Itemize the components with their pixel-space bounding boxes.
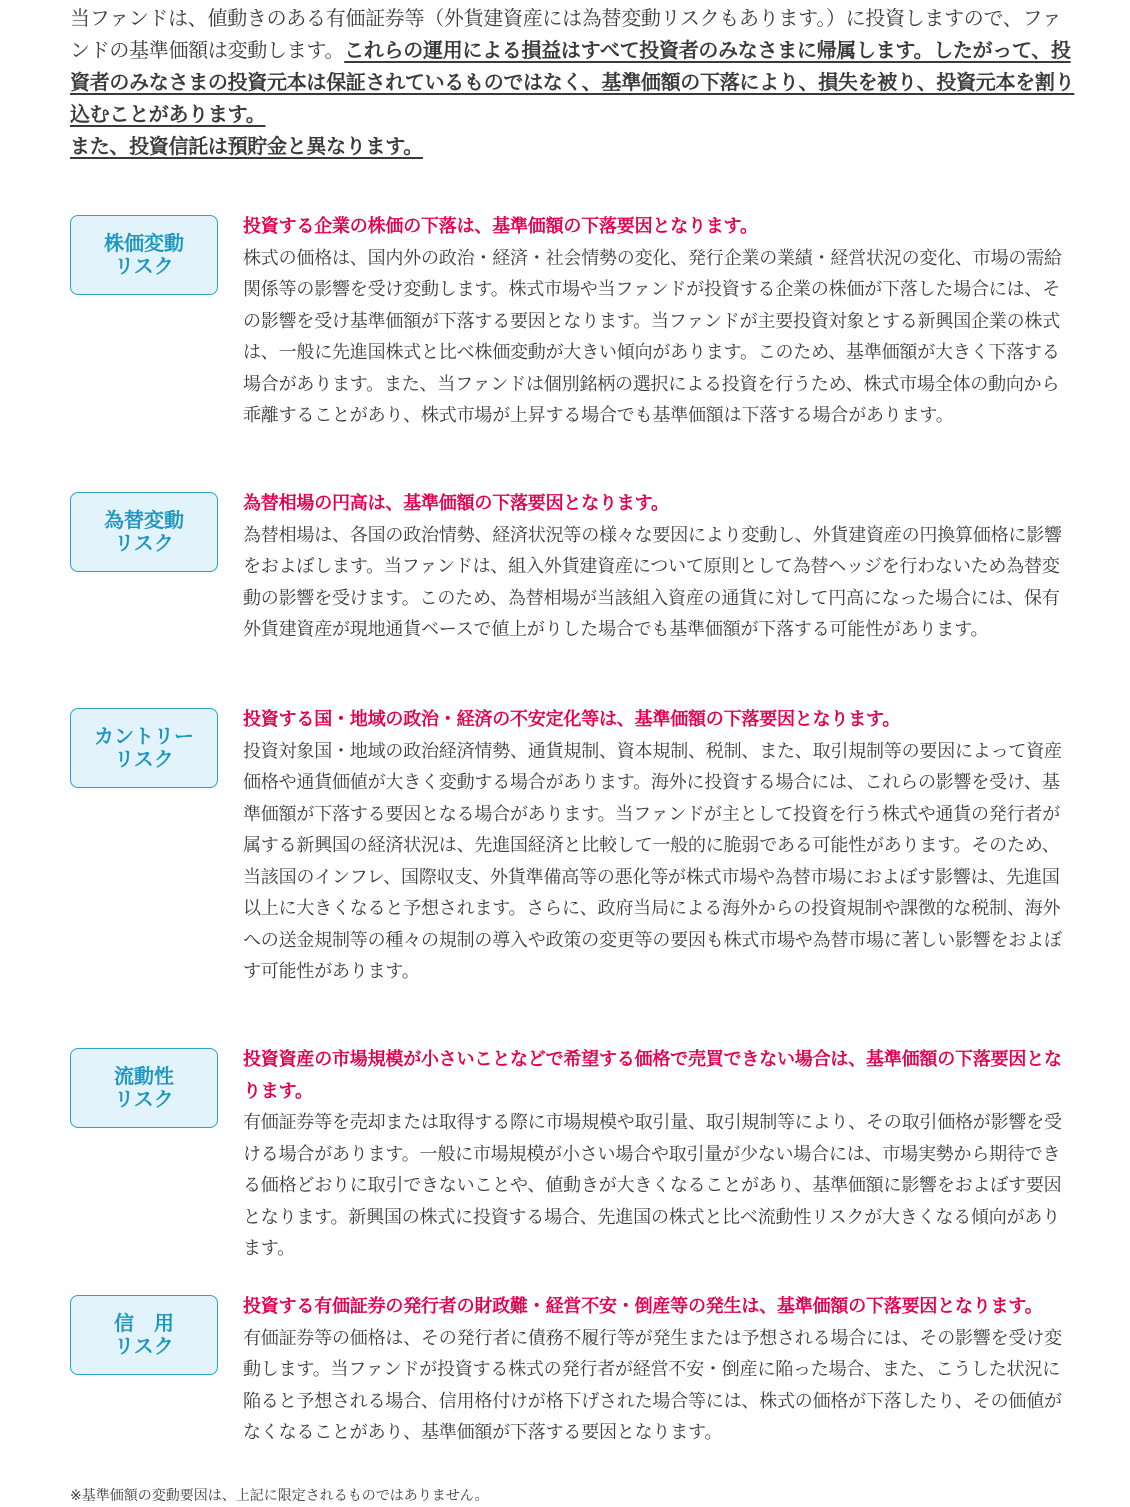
risk-headline: 投資する国・地域の政治・経済の不安定化等は、基準価額の下落要因となります。 [243, 709, 901, 730]
intro-deposit-note [70, 130, 1080, 162]
risk-description: 為替相場は、各国の政治情勢、経済状況等の様々な要因により変動し、外貨建資産の円換算価格に影響をおよぼします。当ファンドは、組入外貨建資産について原則として為替ヘッジを行わないため為替変動の影響を受けます。このため、為替相場が当該組入資産の通貨に対して円高になった場合には、保有外貨建資産が現地通貨ベースで値上がりした場合でも基準価額が下落する可能性があります。 [243, 524, 1062, 640]
intro-section [70, 2, 1080, 162]
risk-body-country [243, 704, 1073, 988]
risk-label-line1: 流動性 [114, 1064, 174, 1088]
risk-label-stock-price [70, 215, 218, 295]
risk-label-currency [70, 492, 218, 572]
risk-label-line2: リスク [114, 1334, 174, 1358]
risk-description: 有価証券等の価格は、その発行者に債務不履行等が発生または予想される場合には、その影響を受け変動します。当ファンドが投資する株式の発行者が経営不安・倒産に陥った場合、また、こうした状況に陥ると予想される場合、信用格付けが格下げされた場合等には、株式の価格が下落したり、その価値がなくなることがあり、基準価額が下落する要因となります。 [243, 1327, 1062, 1443]
intro-emphasis-text: これらの運用による損益はすべて投資者のみなさまに帰属します。したがって、投資者のみなさまの投資元本は保証されているものではなく、基準価額の下落により、損失を被り、投資元本を割り込むことがあります。 [70, 38, 1075, 126]
risk-label-liquidity [70, 1048, 218, 1128]
risk-description: 有価証券等を売却または取得する際に市場規模や取引量、取引規制等により、その取引価格が影響を受ける場合があります。一般に市場規模が小さい場合や取引量が少ない場合には、市場実勢から期待できる価格どおりに取引できないことや、値動きが大きくなることがあり、基準価額に影響をおよぼす要因となります。新興国の株式に投資する場合、先進国の株式と比べ流動性リスクが大きくなる傾向があります。 [243, 1112, 1062, 1259]
risk-body-credit [243, 1291, 1073, 1449]
risk-label-line2: リスク [114, 1087, 174, 1111]
footnote: ※基準価額の変動要因は、上記に限定されるものではありません。 [70, 1488, 489, 1504]
risk-body-liquidity [243, 1044, 1073, 1265]
risk-label-line1: 為替変動 [104, 508, 184, 532]
risk-label-line2: リスク [114, 254, 174, 278]
risk-label-credit [70, 1295, 218, 1375]
risk-label-line1: カントリー [94, 724, 194, 748]
intro-plain-text: 当ファンドは、値動きのある有価証券等（外貨建資産には為替変動リスクもあります。）に投資しますので、ファンドの基準価額は変動します。 [70, 6, 1062, 62]
risk-label-line2: リスク [114, 531, 174, 555]
risk-headline: 為替相場の円高は、基準価額の下落要因となります。 [243, 493, 669, 514]
risk-label-country [70, 708, 218, 788]
risk-headline: 投資する有価証券の発行者の財政難・経営不安・倒産等の発生は、基準価額の下落要因となります。 [243, 1296, 1043, 1317]
risk-label-line1: 信 用 [114, 1311, 174, 1335]
risk-description: 株式の価格は、国内外の政治・経済・社会情勢の変化、発行企業の業績・経営状況の変化、市場の需給関係等の影響を受け変動します。株式市場や当ファンドが投資する企業の株価が下落した場合には、その影響を受け基準価額が下落する要因となります。当ファンドが主要投資対象とする新興国企業の株式は、一般に先進国株式と比べ株価変動が大きい傾向があります。このため、基準価額が大きく下落する場合があります。また、当ファンドは個別銘柄の選択による投資を行うため、株式市場全体の動向から乖離することがあり、株式市場が上昇する場合でも基準価額は下落する場合があります。 [243, 247, 1062, 426]
intro-paragraph [70, 2, 1080, 130]
risk-headline: 投資する企業の株価の下落は、基準価額の下落要因となります。 [243, 216, 758, 237]
risk-headline: 投資資産の市場規模が小さいことなどで希望する価格で売買できない場合は、基準価額の下落要因となります。 [243, 1049, 1062, 1102]
risk-label-line2: リスク [114, 747, 174, 771]
risk-description: 投資対象国・地域の政治経済情勢、通貨規制、資本規制、税制、また、取引規制等の要因によって資産価格や通貨価値が大きく変動する場合があります。海外に投資する場合には、これらの影響を受け、基準価額が下落する要因となる場合があります。当ファンドが主として投資を行う株式や通貨の発行者が属する新興国の経済状況は、先進国経済と比較して一般的に脆弱である可能性があります。そのため、当該国のインフレ、国際収支、外貨準備高等の悪化等が株式市場や為替市場におよぼす影響は、先進国以上に大きくなると予想されます。さらに、政府当局による海外からの投資規制や課徴的な税制、海外への送金規制等の種々の規制の導入や政策の変更等の要因も株式市場や為替市場に著しい影響をおよぼす可能性があります。 [243, 740, 1062, 982]
risk-body-stock-price [243, 211, 1073, 432]
intro-deposit-text: また、投資信託は預貯金と異なります。 [70, 134, 423, 158]
risk-body-currency [243, 488, 1073, 646]
risk-label-line1: 株価変動 [104, 231, 184, 255]
